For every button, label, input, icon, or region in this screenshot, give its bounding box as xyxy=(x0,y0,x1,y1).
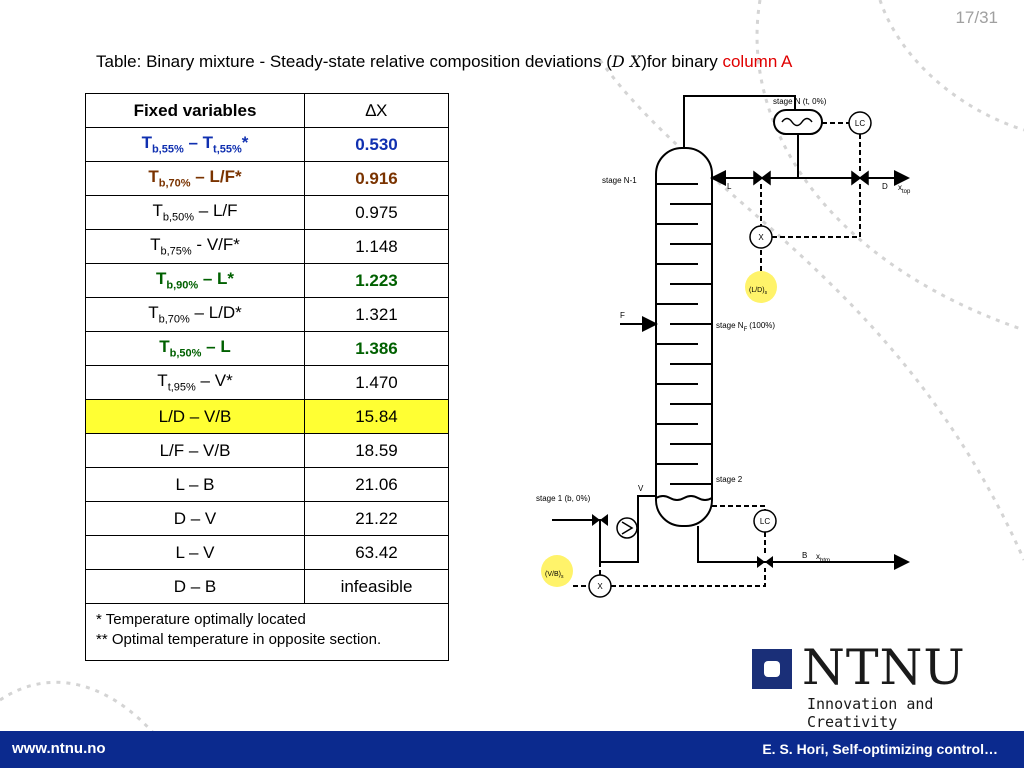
label-vapor: V xyxy=(638,484,644,493)
note-1: * Temperature optimally located xyxy=(96,611,306,628)
fixed-variable-cell: $T_{b,50\%} - L/F$ xyxy=(86,196,305,230)
fixed-variable-cell: L/F – V/B xyxy=(86,434,305,468)
table-row xyxy=(86,264,449,298)
table-row xyxy=(86,366,449,400)
table-row xyxy=(86,570,449,604)
title-highlight: column A xyxy=(722,52,793,71)
label-stage-top: stage N (t, 0%) xyxy=(773,97,827,106)
fixed-variable-cell: $T_{b,75\%} - V/F*$ xyxy=(86,230,305,264)
title-prefix: Table: Binary mixture - Steady-state relative composition deviations ( xyxy=(96,52,612,71)
label-bottoms: B xyxy=(802,551,808,560)
table-row xyxy=(86,434,449,468)
value-cell: 0.916 xyxy=(305,162,449,196)
value-cell: infeasible xyxy=(305,570,449,604)
label-stage-2: stage 2 xyxy=(716,475,743,484)
table-notes-row xyxy=(86,604,449,661)
label-x-btm: $x_{btm}$ xyxy=(816,552,831,564)
value-cell: 21.06 xyxy=(305,468,449,502)
footer-author: E. S. Hori, Self-optimizing control… xyxy=(762,741,998,757)
bottoms-valve xyxy=(757,556,773,568)
distillate-valve xyxy=(852,172,868,184)
table-row xyxy=(86,162,449,196)
x-top-block-label: X xyxy=(758,233,764,242)
table-row xyxy=(86,230,449,264)
label-reflux: L xyxy=(727,182,732,191)
logo-name: NTNU xyxy=(802,639,966,696)
fixed-variable-cell: $T_{b,70\%} - L/D*$ xyxy=(86,298,305,332)
reflux-valve xyxy=(754,172,770,184)
label-stage-1: stage 1 (b, 0%) xyxy=(536,494,591,503)
value-cell: 21.22 xyxy=(305,502,449,536)
value-cell: 1.321 xyxy=(305,298,449,332)
fixed-variable-cell: L – B xyxy=(86,468,305,502)
label-vb-ratio: $(V/B)_s$ xyxy=(545,571,564,580)
fixed-variable-cell: $T_{b,55\%} - T_{t,55\%}*$ xyxy=(86,128,305,162)
title-symbol: D X xyxy=(611,52,642,71)
label-stage-n1: stage N-1 xyxy=(602,176,637,185)
label-distillate: D xyxy=(882,182,888,191)
reboiler-coil-icon xyxy=(617,518,637,538)
note-2: ** Optimal temperature in opposite section. xyxy=(96,631,382,648)
fixed-variable-cell: D – B xyxy=(86,570,305,604)
lc-bottom-label: LC xyxy=(759,517,771,526)
fixed-variable-cell: $T_{b,90\%} - L*$ xyxy=(86,264,305,298)
page-number: 17/31 xyxy=(955,8,998,27)
table-row xyxy=(86,128,449,162)
fixed-variable-cell: $T_{t,95\%} - V*$ xyxy=(86,366,305,400)
title-middle: )for binary xyxy=(641,52,723,71)
value-cell: 15.84 xyxy=(305,400,449,434)
fixed-variable-cell: $T_{b,50\%}$ – L xyxy=(86,332,305,366)
value-cell: 0.975 xyxy=(305,196,449,230)
label-feed-stage: stage $N_F$ (100%) xyxy=(716,321,776,333)
header-fixed-variables: Fixed variables xyxy=(86,94,305,128)
label-ld-ratio: $(L/D)_s$ xyxy=(749,287,768,296)
table-notes xyxy=(86,604,449,661)
footer-bar xyxy=(0,731,1024,768)
label-x-top: $x_{top}$ xyxy=(898,183,911,195)
ntnu-logo-icon xyxy=(752,649,792,689)
table-row xyxy=(86,502,449,536)
fixed-variable-cell: L – V xyxy=(86,536,305,570)
lc-top-label: LC xyxy=(854,119,866,128)
table-row xyxy=(86,536,449,570)
reflux-line xyxy=(712,134,798,178)
value-cell: 1.470 xyxy=(305,366,449,400)
value-cell: 63.42 xyxy=(305,536,449,570)
table-row xyxy=(86,298,449,332)
slide-title xyxy=(96,52,792,72)
table-row xyxy=(86,468,449,502)
value-cell: 0.530 xyxy=(305,128,449,162)
fixed-variable-cell: $T_{b,70\%} - L/F*$ xyxy=(86,162,305,196)
table-row xyxy=(86,400,449,434)
value-cell: 18.59 xyxy=(305,434,449,468)
x-bottom-block-label: X xyxy=(597,582,603,591)
table-header-row xyxy=(86,94,449,128)
results-table xyxy=(85,93,449,661)
value-cell: 1.386 xyxy=(305,332,449,366)
table-row xyxy=(86,332,449,366)
footer-url[interactable]: www.ntnu.no xyxy=(12,740,106,757)
condenser-drum xyxy=(774,110,822,134)
logo-tagline: Innovation and Creativity xyxy=(807,695,934,731)
ntnu-logo xyxy=(752,639,1002,731)
fixed-variable-cell: D – V xyxy=(86,502,305,536)
value-cell: 1.223 xyxy=(305,264,449,298)
value-cell: 1.148 xyxy=(305,230,449,264)
fixed-variable-cell: L/D – V/B xyxy=(86,400,305,434)
header-delta-x: ∆X xyxy=(305,94,449,128)
label-feed: F xyxy=(620,311,625,320)
table-row xyxy=(86,196,449,230)
distillation-column-diagram xyxy=(530,88,950,608)
